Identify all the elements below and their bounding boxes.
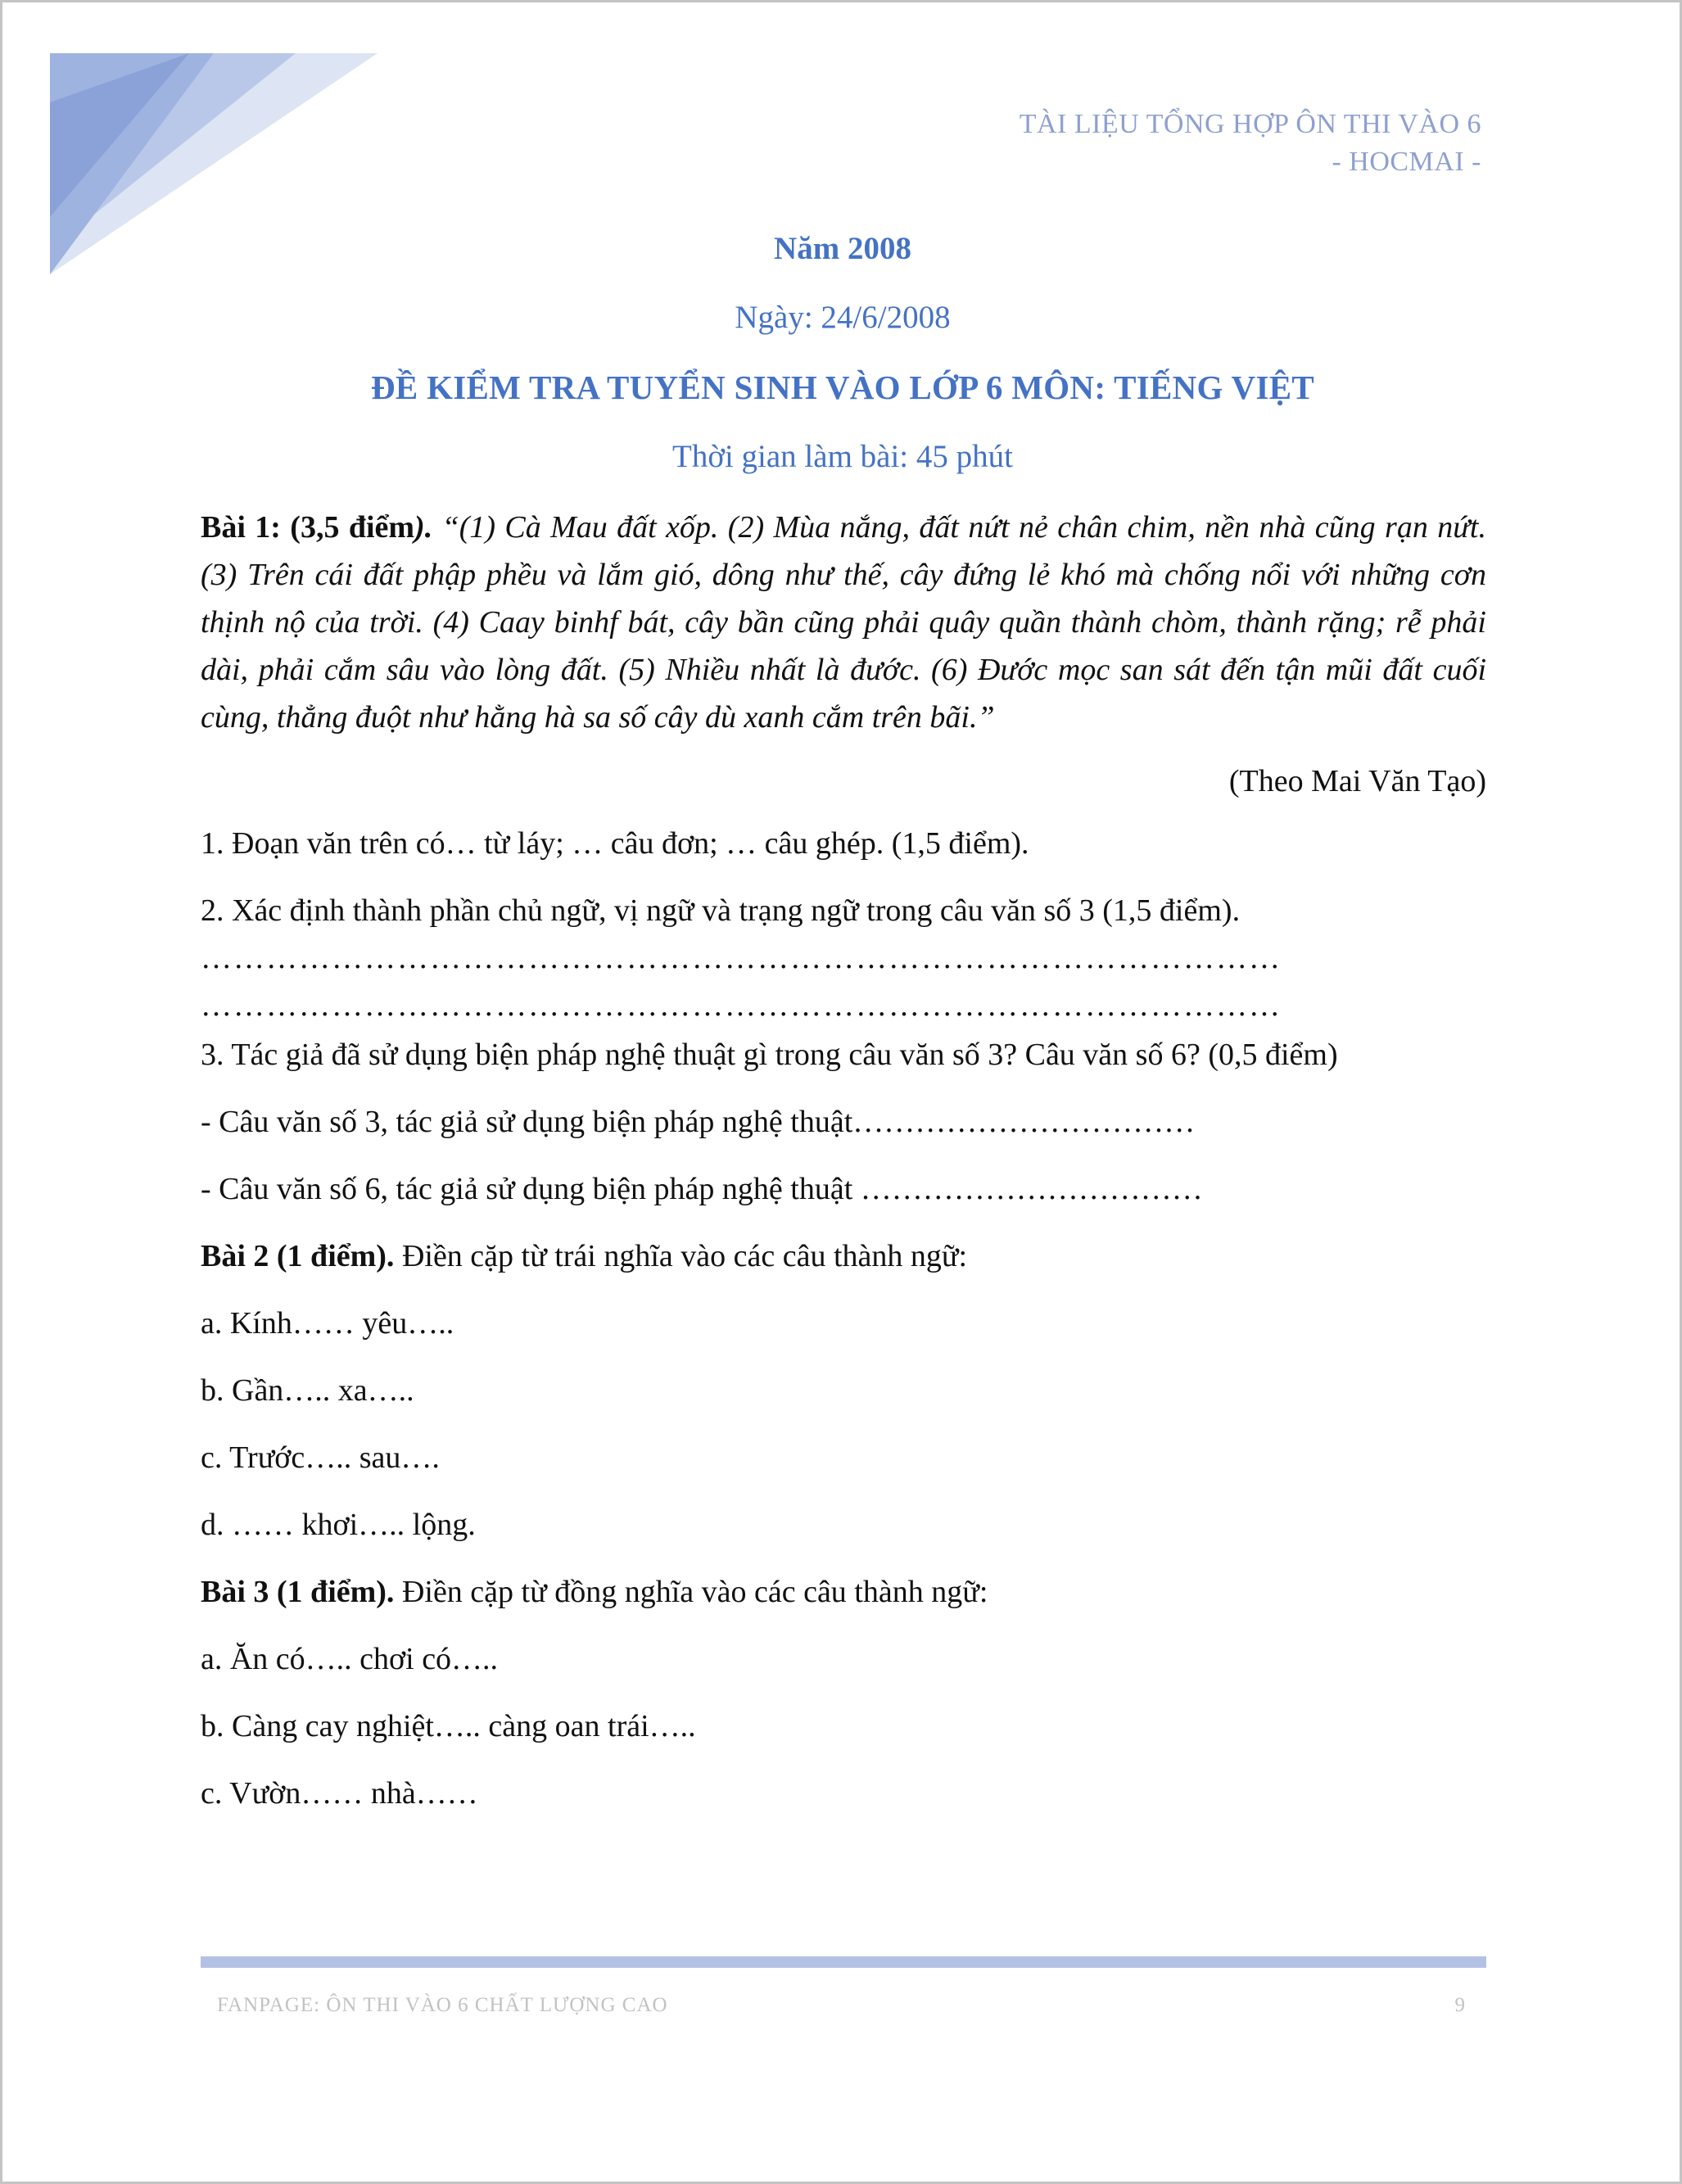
exam-date: Ngày: 24/6/2008 [735,300,951,335]
bai1-label: Bài 1: (3,5 điểm [201,510,415,545]
exam-year: Năm 2008 [774,231,911,266]
bai3-label: Bài 3 (1 điểm). [201,1575,395,1609]
page-number: 9 [1454,1994,1465,2016]
bai1-question-3: 3. Tác giả đã sử dụng biện pháp nghệ thuật gì trong câu văn số 3? Câu văn số 6? (0,5 điểm) [201,1038,1338,1072]
header-brand: - HOCMAI - [1332,147,1481,177]
bai2-label: Bài 2 (1 điểm). [201,1239,395,1273]
exam-body [201,504,1486,1817]
footer-fanpage: FANPAGE: ÔN THI VÀO 6 CHẤT LƯỢNG CAO [217,1994,668,2016]
bai1-label-end: ). [414,510,433,545]
bai1-question-1: 1. Đoạn văn trên có… từ láy; … câu đơn; … câu ghép. (1,5 điểm). [201,826,1029,861]
bai2-heading [201,1232,1486,1280]
bai2-instruction: Điền cặp từ trái nghĩa vào các câu thành ngữ: [394,1239,968,1273]
bai3-heading [201,1568,1486,1616]
bai2-item: a. Kính…… yêu….. [201,1306,454,1341]
exam-duration: Thời gian làm bài: 45 phút [672,439,1013,474]
bai1-question-3a: - Câu văn số 3, tác giả sử dụng biện pháp nghệ thuật…………………………… [201,1105,1196,1139]
bai1-quote: “(1) Cà Mau đất xốp. (2) Mùa nắng, đất nứt nẻ chân chim, nền nhà cũng rạn nứt. (3) Trên cái đất phập phều và lắm gió, dông như thế, cây đứng lẻ khó mà chống nổi với những cơn thịnh nộ của trời. (4) Caay binhf bát, cây bần cũng phải quây quần thành chòm, thành rặng; rễ phải dài, phải cắm sâu vào lòng đất. (5) Nhiều nhất là đước. (6) Đước mọc san sát đến tận mũi đất cuối cùng, thẳng đuột như hằng hà sa số cây dù xanh cắm trên bãi.” [201,510,1486,735]
bai1-passage [201,504,1486,741]
bai2-item: b. Gần….. xa….. [201,1373,414,1408]
header-title: TÀI LIỆU TỔNG HỢP ÔN THI VÀO 6 [1019,109,1481,139]
exam-title: ĐỀ KIỂM TRA TUYỂN SINH VÀO LỚP 6 MÔN: TIẾNG VIỆT [370,369,1314,406]
footer-divider [201,1956,1486,1968]
answer-dotted-line: ……………………………………………………………………………………… [201,988,1282,1023]
bai3-item: a. Ăn có….. chơi có….. [201,1642,499,1676]
answer-dotted-line: ……………………………………………………………………………………… [201,941,1282,975]
bai1-question-2: 2. Xác định thành phần chủ ngữ, vị ngữ và trạng ngữ trong câu văn số 3 (1,5 điểm). [201,893,1241,928]
bai1-question-3b: - Câu văn số 6, tác giả sử dụng biện pháp nghệ thuật …………………………… [201,1172,1203,1206]
document-header [1020,106,1481,181]
bai3-item: c. Vườn…… nhà…… [201,1776,478,1811]
bai2-item: c. Trước….. sau…. [201,1440,440,1475]
passage-source: (Theo Mai Văn Tạo) [1228,764,1486,798]
bai3-instruction: Điền cặp từ đồng nghĩa vào các câu thành ngữ: [394,1575,988,1609]
bai3-item: b. Càng cay nghiệt….. càng oan trái….. [201,1709,696,1743]
bai2-item: d. …… khơi….. lộng. [201,1508,476,1542]
